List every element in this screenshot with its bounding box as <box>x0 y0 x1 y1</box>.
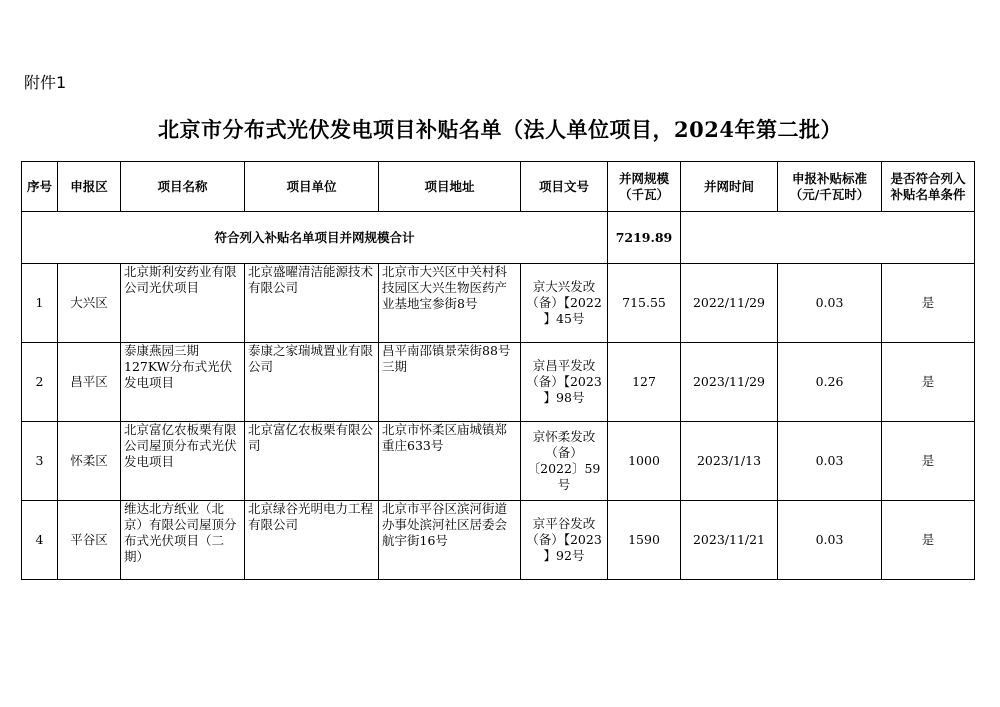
col-header-capacity: 并网规模 （千瓦） <box>608 162 681 212</box>
col-header-project-name: 项目名称 <box>121 162 245 212</box>
row-doc-no: 京平谷发改 （备）【2023 】92号 <box>521 501 608 580</box>
row-project-address: 北京市大兴区中关村科技园区大兴生物医药产业基地宝参街8号 <box>379 264 521 343</box>
row-project-name: 维达北方纸业（北京）有限公司屋顶分布式光伏项目（二期） <box>121 501 245 580</box>
row-district: 怀柔区 <box>58 422 121 501</box>
row-eligible: 是 <box>882 343 975 422</box>
row-district: 昌平区 <box>58 343 121 422</box>
row-doc-no: 京怀柔发改 （备） 〔2022〕59号 <box>521 422 608 501</box>
table-row <box>22 422 975 501</box>
row-subsidy-rate: 0.03 <box>778 422 882 501</box>
row-project-unit: 北京富亿农板栗有限公司 <box>245 422 379 501</box>
row-subsidy-rate: 0.03 <box>778 501 882 580</box>
row-no: 4 <box>22 501 58 580</box>
row-eligible: 是 <box>882 501 975 580</box>
row-no: 3 <box>22 422 58 501</box>
row-subsidy-rate: 0.26 <box>778 343 882 422</box>
table-row <box>22 501 975 580</box>
summary-label: 符合列入补贴名单项目并网规模合计 <box>22 212 608 264</box>
row-capacity: 127 <box>608 343 681 422</box>
col-header-subsidy-rate: 申报补贴标准 （元/千瓦时） <box>778 162 882 212</box>
col-header-grid-date: 并网时间 <box>681 162 778 212</box>
row-district: 大兴区 <box>58 264 121 343</box>
col-header-no: 序号 <box>22 162 58 212</box>
row-project-unit: 泰康之家瑞城置业有限公司 <box>245 343 379 422</box>
row-project-address: 昌平南邵镇景荣街88号三期 <box>379 343 521 422</box>
row-capacity: 1000 <box>608 422 681 501</box>
row-project-unit: 北京绿谷光明电力工程有限公司 <box>245 501 379 580</box>
row-project-address: 北京市怀柔区庙城镇郑重庄633号 <box>379 422 521 501</box>
row-project-address: 北京市平谷区滨河街道办事处滨河社区居委会航宇街16号 <box>379 501 521 580</box>
row-eligible: 是 <box>882 264 975 343</box>
summary-row <box>22 212 975 264</box>
summary-total: 7219.89 <box>608 212 681 264</box>
col-header-project-unit: 项目单位 <box>245 162 379 212</box>
row-grid-date: 2023/11/29 <box>681 343 778 422</box>
row-no: 1 <box>22 264 58 343</box>
header-row <box>22 162 975 212</box>
subsidy-table <box>21 161 975 580</box>
row-project-name: 北京斯利安药业有限公司光伏项目 <box>121 264 245 343</box>
row-eligible: 是 <box>882 422 975 501</box>
row-project-unit: 北京盛曜清洁能源技术有限公司 <box>245 264 379 343</box>
attachment-label: 附件1 <box>24 73 67 92</box>
row-grid-date: 2022/11/29 <box>681 264 778 343</box>
row-doc-no: 京昌平发改 （备）【2023 】98号 <box>521 343 608 422</box>
table-row <box>22 264 975 343</box>
row-project-name: 泰康燕园三期127KW分布式光伏发电项目 <box>121 343 245 422</box>
col-header-project-address: 项目地址 <box>379 162 521 212</box>
row-subsidy-rate: 0.03 <box>778 264 882 343</box>
row-district: 平谷区 <box>58 501 121 580</box>
col-header-doc-no: 项目文号 <box>521 162 608 212</box>
col-header-district: 申报区 <box>58 162 121 212</box>
row-no: 2 <box>22 343 58 422</box>
row-capacity: 1590 <box>608 501 681 580</box>
row-project-name: 北京富亿农板栗有限公司屋顶分布式光伏发电项目 <box>121 422 245 501</box>
page-title: 北京市分布式光伏发电项目补贴名单（法人单位项目，2024年第二批） <box>158 117 842 142</box>
table-row <box>22 343 975 422</box>
row-doc-no: 京大兴发改 （备）【2022 】45号 <box>521 264 608 343</box>
row-grid-date: 2023/11/21 <box>681 501 778 580</box>
summary-empty <box>681 212 975 264</box>
row-capacity: 715.55 <box>608 264 681 343</box>
row-grid-date: 2023/1/13 <box>681 422 778 501</box>
col-header-eligible: 是否符合列入 补贴名单条件 <box>882 162 975 212</box>
